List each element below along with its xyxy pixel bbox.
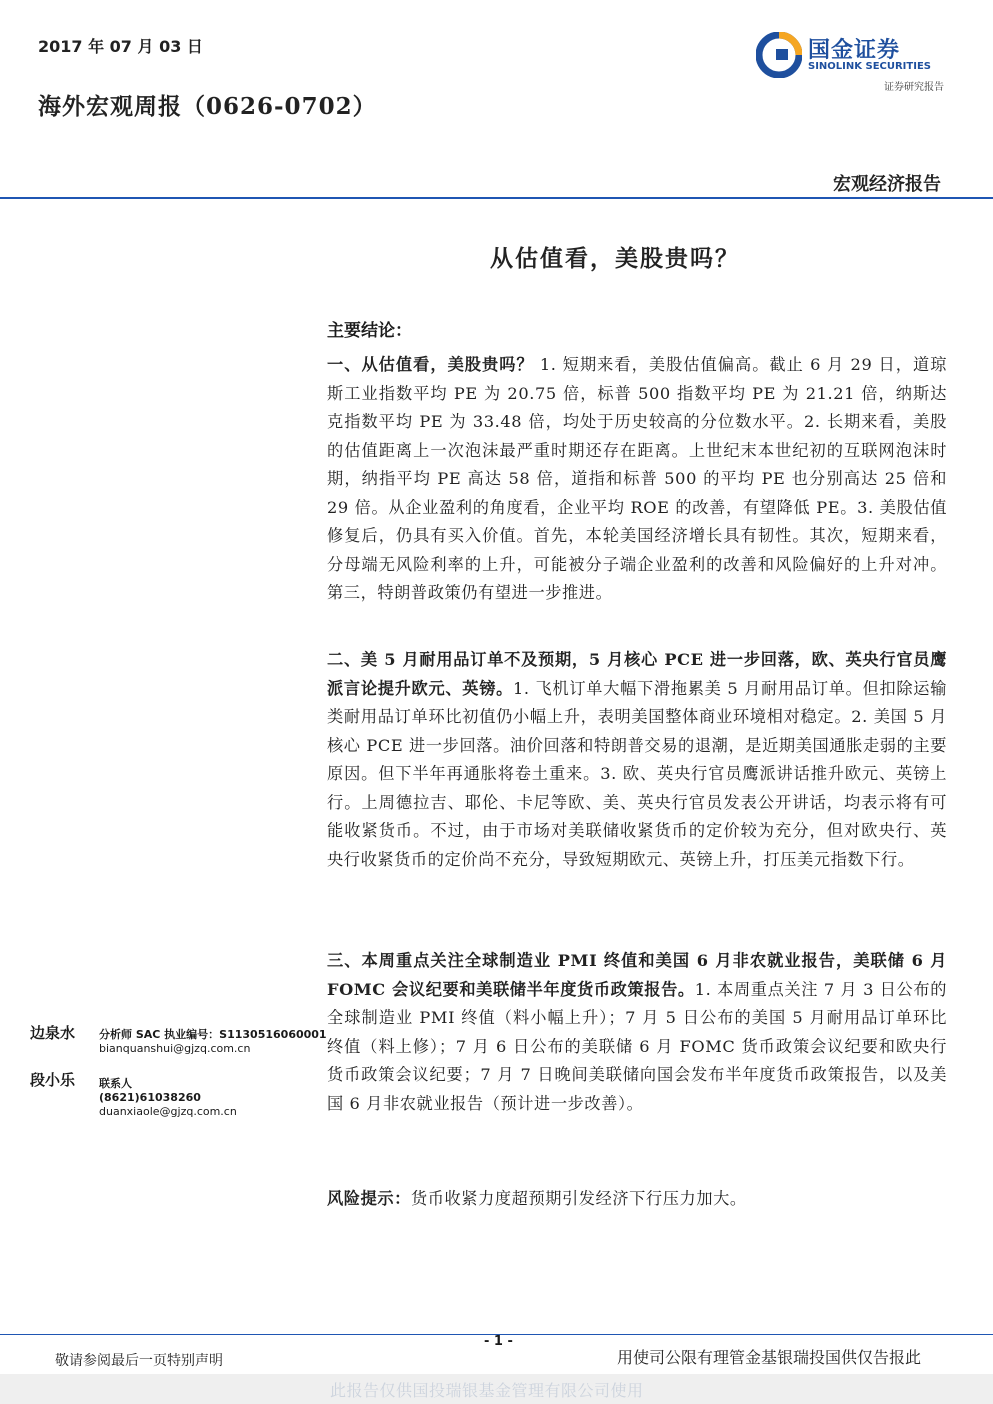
watermark-text: 此报告仅供国投瑞银基金管理有限公司使用 bbox=[330, 1381, 644, 1400]
section-1-title: 一、从估值看，美股贵吗？ bbox=[327, 355, 534, 374]
page-number: - 1 - bbox=[484, 1334, 513, 1349]
summary-section-3 bbox=[327, 947, 947, 1118]
contact-role: 联系人 bbox=[99, 1077, 132, 1090]
summary-section-2 bbox=[327, 646, 947, 874]
analyst-name: 边泉水 bbox=[30, 1024, 76, 1042]
logo-name-cn: 国金证券 bbox=[808, 38, 901, 63]
report-date: 2017 年 07 月 03 日 bbox=[38, 37, 203, 56]
logo-name-en: SINOLINK SECURITIES bbox=[808, 61, 931, 72]
company-logo bbox=[756, 30, 946, 96]
contact-email[interactable]: duanxiaole@gjzq.com.cn bbox=[99, 1105, 237, 1118]
contact-name: 段小乐 bbox=[30, 1071, 76, 1089]
footer-disclaimer: 敬请参阅最后一页特别声明 bbox=[55, 1353, 223, 1369]
section-2-title: 二、美 5 月耐用品订单不及预期，5 月核心 PCE 进一步回落，欧、英央行官员鹰派言论提升欧元、英镑。 bbox=[327, 650, 947, 698]
analyst-role: 分析师 SAC 执业编号：S1130516060001 bbox=[99, 1028, 327, 1041]
section-2-text: 1. 飞机订单大幅下滑拖累美 5 月耐用品订单。但扣除运输类耐用品订单环比初值仍小幅上升，表明美国整体商业环境相对稳定。2. 美国 5 月核心 PCE 进一步回落。油价回落和特朗普交易的退潮，是近期美国通胀走弱的主要原因。但下半年再通胀将卷土重来。3. 欧、英央行官员鹰派讲话推升欧元、英镑上行。上周德拉吉、耶伦、卡尼等欧、美、英央行官员发表公开讲话，均表示将有可能收紧货币。不过，由于市场对美联储收紧货币的定价较为充分，但对欧央行、英央行收紧货币的定价尚不充分，导致短期欧元、英镑上升，打压美元指数下行。 bbox=[327, 678, 948, 869]
section-3-title: 三、本周重点关注全球制造业 PMI 终值和美国 6 月非农就业报告，美联储 6 月 FOMC 会议纪要和美联储半年度货币政策报告。 bbox=[327, 951, 947, 999]
footer-mirrored-text: 用使司公限有理管金基银瑞投国供仅告报此 bbox=[617, 1348, 922, 1367]
header-divider bbox=[0, 197, 993, 199]
report-series-title: 海外宏观周报（0626-0702） bbox=[38, 93, 377, 120]
section-3-text: 1. 本周重点关注 7 月 3 日公布的全球制造业 PMI 终值（料小幅上升）；7 月 5 日公布的美国 5 月耐用品订单环比终值（料上修）；7 月 6 日公布的美联储 6 月 FOMC 货币政策会议纪要和欧央行货币政策会议纪要；7 月 7 日晚间美联储向国会发布半年度货币政策报告，以及美国 6 月非农就业报告（预计进一步改善）。 bbox=[327, 979, 947, 1113]
logo-mark-icon bbox=[756, 32, 802, 78]
section-1-text: 1. 短期来看，美股估值偏高。截止 6 月 29 日，道琼斯工业指数平均 PE 为 20.75 倍，标普 500 指数平均 PE 为 21.21 倍，纳斯达克指数平均 PE 为 33.48 倍，均处于历史较高的分位数水平。2. 长期来看，美股的估值距离上一次泡沫最严重时期还存在距离。上世纪末本世纪初的互联网泡沫时期，纳指平均 PE 高达 58 倍，道指和标普 500 的平均 PE 也分别高达 25 倍和 29 倍。从企业盈利的角度看，企业平均 ROE 的改善，有望降低 PE。3. 美股估值修复后，仍具有买入价值。首先，本轮美国经济增长具有韧性。其次，短期来看，分母端无风险利率的上升，可能被分子端企业盈利的改善和风险偏好的上升对冲。第三，特朗普政策仍有望进一步推进。 bbox=[327, 355, 948, 602]
summary-section-1 bbox=[327, 351, 947, 608]
risk-text: 货币收紧力度超预期引发经济下行压力加大。 bbox=[410, 1189, 747, 1208]
logo-subtitle: 证券研究报告 bbox=[884, 82, 944, 93]
report-headline: 从估值看，美股贵吗？ bbox=[490, 245, 740, 272]
risk-warning bbox=[327, 1185, 947, 1214]
contact-phone: (8621)61038260 bbox=[99, 1091, 201, 1104]
contact-card bbox=[30, 1073, 320, 1125]
summary-heading: 主要结论： bbox=[327, 321, 412, 341]
analyst-email[interactable]: bianquanshui@gjzq.com.cn bbox=[99, 1042, 251, 1055]
risk-label: 风险提示： bbox=[327, 1189, 411, 1208]
report-category: 宏观经济报告 bbox=[833, 174, 941, 195]
analyst-card bbox=[30, 1024, 327, 1066]
